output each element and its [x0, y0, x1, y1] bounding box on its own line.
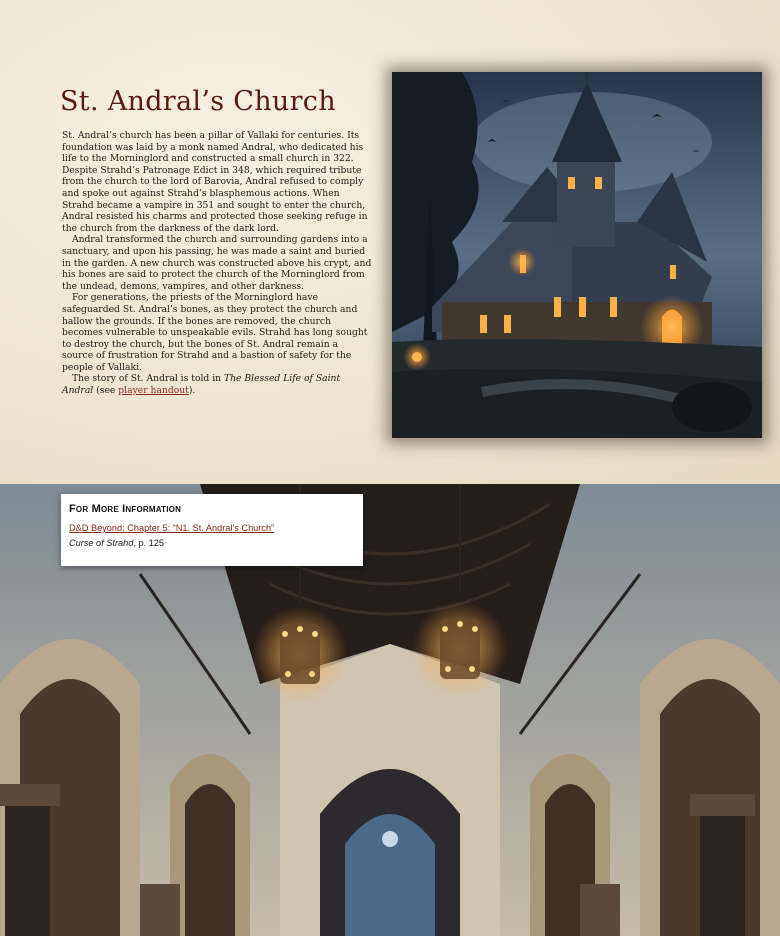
book-title: The Blessed Life of Saint Andral — [62, 373, 341, 397]
paragraph-2: Andral transformed the church and surrounding gardens into a sanctuary, and upon his passing, he was made a saint and buried in the garden. A new church was constructed above his crypt, and his bones are said to protect the church of the Morninglord from the undead, demons, vampires, and other darkness. — [62, 234, 372, 292]
player-handout-link[interactable]: player handout — [118, 385, 189, 397]
info-title-i: I — [122, 503, 126, 515]
p4-suffix: ). — [188, 385, 196, 397]
church-illustration — [392, 72, 762, 438]
info-title-f: F — [69, 503, 76, 515]
p4-middle: (see — [93, 385, 119, 397]
more-information-box — [61, 494, 363, 566]
page-title: St. Andral’s Church — [60, 86, 336, 117]
info-box-title — [69, 503, 181, 515]
paragraph-3: For generations, the priests of the Morninglord have safeguarded St. Andral’s bones, as they protect the church and hallow the grounds. If the bones are removed, the church becomes vulnerable to unspeakable evils. Strahd has long sought to destroy the church, but the bones of St. Andral remain a source of frustration for Strahd and a bastion of safety for the people of Vallaki. — [62, 292, 368, 373]
reference-page: , p. 125 — [133, 538, 165, 548]
info-title-ore: ore — [100, 503, 123, 515]
info-title-or: or — [75, 503, 92, 515]
body-text — [62, 130, 372, 397]
info-title-nformation: nformation — [125, 503, 182, 515]
reference-book-title: Curse of Strahd — [69, 538, 134, 548]
paragraph-4 — [62, 373, 372, 396]
p4-prefix: The story of St. Andral is told in — [72, 373, 224, 385]
info-title-m: M — [91, 503, 101, 515]
dnd-beyond-link[interactable]: D&D Beyond: Chapter 5: “N1. St. Andral’s Church” — [69, 523, 275, 533]
paragraph-1: St. Andral’s church has been a pillar of Vallaki for centuries. Its foundation was laid by a monk named Andral, who dedicated his life to the Morninglord and constructed a small church in 322. Despite Strahd’s Patronage Edict in 348, which required tribute from the church to the lord of Barovia, Andral refused to comply and spoke out against Strahd’s blasphemous actions. When Strahd became a vampire in 351 and sought to enter the church, Andral resisted his charms and protected those seeking refuge in the church from the darkness of the dark lord. — [62, 130, 368, 234]
book-reference — [69, 538, 164, 548]
